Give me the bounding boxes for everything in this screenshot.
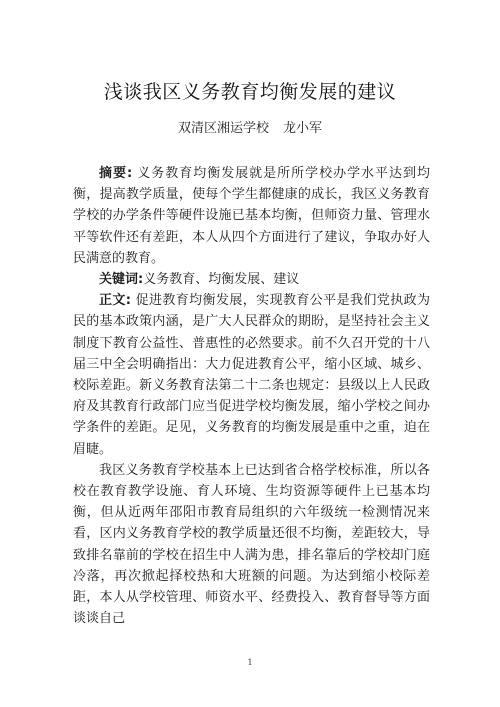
body-paragraph-2: 我区义务教育学校基本上已达到省合格学校标准，所以各校在教育教学设施、育人环境、生均资源等硬件上已基本均衡，但从近两年邵阳市教育局组织的六年级统一检测情况来看，区内义务教育学校的教学质量还很不均衡，差距较大，导致排名靠前的学校在招生中人满为患，排名靠后的学校却门庭冷落，再次掀起择校热和大班额的问题。为达到缩小校际差距，本人从学校管理、师资水平、经费投入、教育督导等方面谈谈自己 [73, 462, 430, 627]
document-body [73, 163, 430, 629]
body-paragraph-1 [73, 290, 430, 460]
author-name: 龙小军 [283, 121, 323, 136]
page-number: 1 [247, 658, 253, 667]
body-label: 正文: [99, 293, 132, 309]
abstract-text: 义务教育均衡发展就是所所学校办学水平达到均衡，提高教学质量，使每个学生都健康的成长，我区义务教育学校的办学条件等硬件设施已基本均衡，但师资力量、管理水平等软件还有差距，本人从四个方面进行了建议，争取办好人民满意的教育。 [73, 166, 430, 266]
abstract-paragraph [73, 163, 430, 269]
body-text: 促进教育均衡发展，实现教育公平是我们党执政为民的基本政策内涵，是广大人民群众的期盼，是坚持社会主义制度下教育公益性、普惠性的必然要求。前不久召开党的十八届三中全会明确指出：大力促进教育公平，缩小区域、城乡、校际差距。新义务教育法第二十二条也规定：县级以上人民政府及其教育行政部门应当促进学校均衡发展，缩小学校之间办学条件的差距。足见，义务教育的均衡发展是重中之重，迫在眉睫。 [73, 293, 430, 457]
author-line [0, 117, 500, 136]
author-school: 双清区湘运学校 [177, 121, 269, 136]
keywords-text: 义务教育、均衡发展、建议 [143, 272, 300, 288]
document-title: 浅谈我区义务教育均衡发展的建议 [103, 81, 397, 103]
keywords-paragraph [73, 269, 430, 290]
abstract-label: 摘要: [99, 166, 133, 181]
keywords-label: 关键词: [99, 272, 144, 288]
